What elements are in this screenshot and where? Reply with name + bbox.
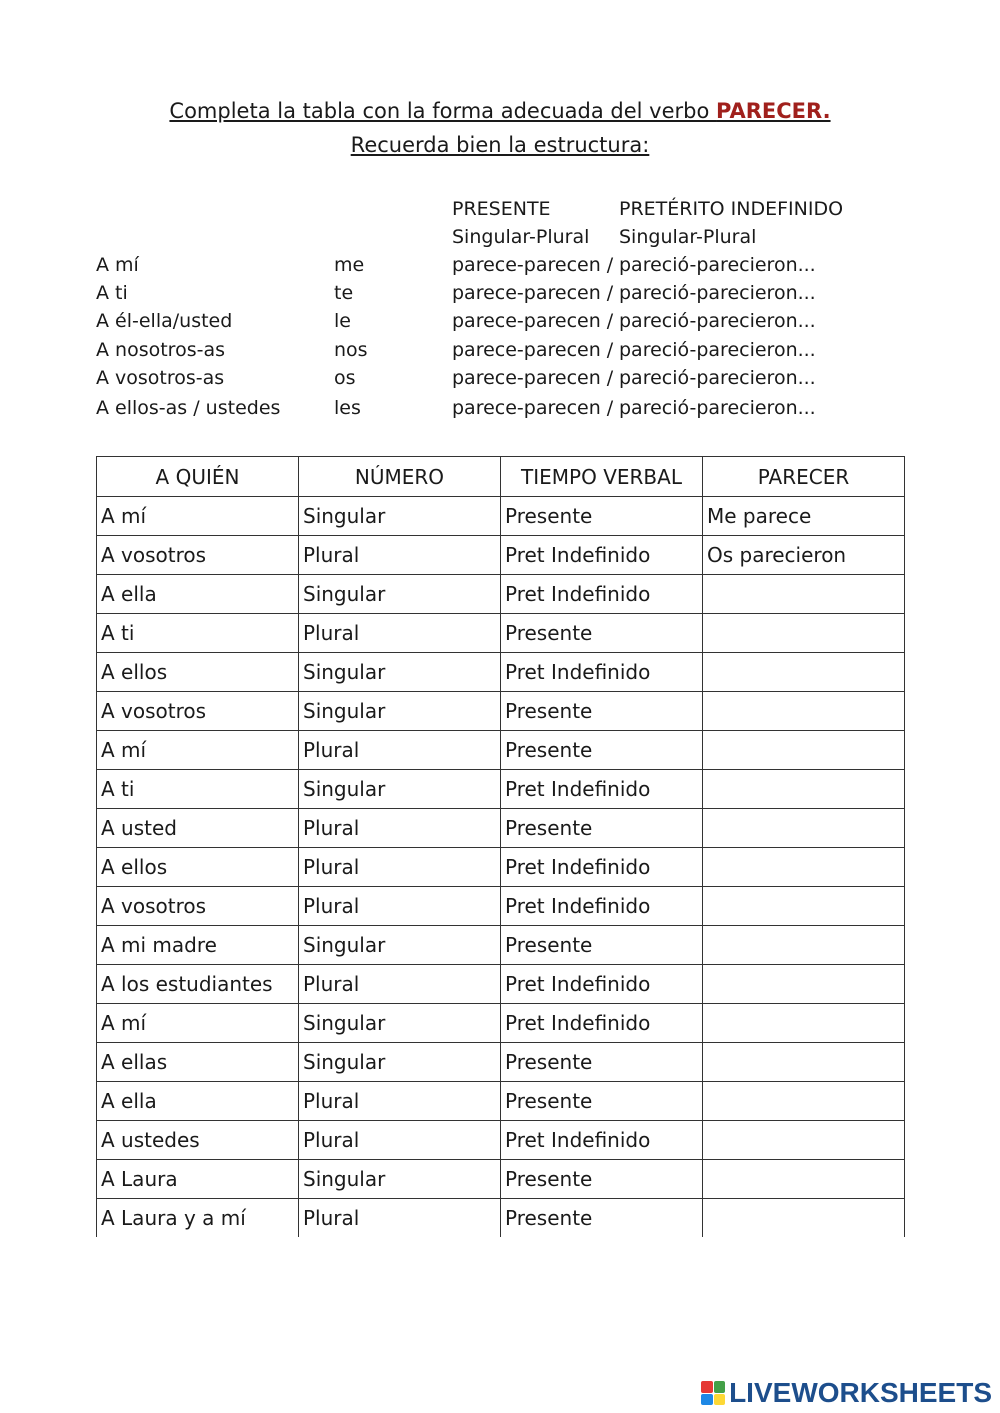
logo-icon (701, 1381, 725, 1405)
cell-numero: Plural (299, 1199, 501, 1238)
cell-tiempo-verbal: Presente (501, 731, 703, 770)
cell-numero: Singular (299, 1160, 501, 1199)
ref-pronoun: nos (334, 339, 368, 361)
column-header-a-quien: A QUIÉN (97, 457, 299, 497)
table-row (97, 926, 905, 965)
cell-parecer[interactable] (703, 1121, 905, 1160)
cell-a-quien: A vosotros (97, 536, 299, 575)
column-header-tiempo-verbal: TIEMPO VERBAL (501, 457, 703, 497)
table-row (97, 692, 905, 731)
ref-subheader-indefinido: Singular-Plural (619, 226, 757, 248)
cell-numero: Singular (299, 497, 501, 536)
cell-tiempo-verbal: Pret Indefinido (501, 536, 703, 575)
cell-numero: Plural (299, 1121, 501, 1160)
cell-tiempo-verbal: Presente (501, 1043, 703, 1082)
table-header-row (97, 457, 905, 497)
cell-a-quien: A ellos (97, 653, 299, 692)
ref-presente: parece-parecen / (452, 254, 614, 276)
cell-tiempo-verbal: Presente (501, 926, 703, 965)
ref-person: A él-ella/usted (96, 310, 233, 332)
ref-indefinido: pareció-parecieron... (619, 367, 816, 389)
cell-parecer[interactable] (703, 731, 905, 770)
instruction-text: Completa la tabla con la forma adecuada del verbo (169, 99, 717, 123)
table-row (97, 614, 905, 653)
table-row (97, 848, 905, 887)
cell-parecer[interactable] (703, 887, 905, 926)
cell-parecer[interactable] (703, 848, 905, 887)
table-row (97, 653, 905, 692)
cell-numero: Plural (299, 848, 501, 887)
cell-tiempo-verbal: Pret Indefinido (501, 1121, 703, 1160)
cell-a-quien: A ella (97, 1082, 299, 1121)
cell-numero: Singular (299, 653, 501, 692)
ref-indefinido: pareció-parecieron... (619, 282, 816, 304)
ref-indefinido: pareció-parecieron... (619, 254, 816, 276)
cell-a-quien: A mí (97, 1004, 299, 1043)
ref-person: A nosotros-as (96, 339, 225, 361)
cell-parecer[interactable] (703, 1199, 905, 1238)
cell-parecer[interactable] (703, 692, 905, 731)
cell-parecer[interactable]: Os parecieron (703, 536, 905, 575)
cell-numero: Singular (299, 770, 501, 809)
cell-numero: Plural (299, 536, 501, 575)
cell-a-quien: A mi madre (97, 926, 299, 965)
ref-indefinido: pareció-parecieron... (619, 397, 816, 419)
ref-presente: parece-parecen / (452, 339, 614, 361)
table-row (97, 536, 905, 575)
cell-parecer[interactable] (703, 1082, 905, 1121)
cell-numero: Plural (299, 731, 501, 770)
column-header-parecer: PARECER (703, 457, 905, 497)
cell-parecer[interactable] (703, 965, 905, 1004)
exercise-table (96, 456, 905, 1237)
cell-tiempo-verbal: Pret Indefinido (501, 653, 703, 692)
ref-presente: parece-parecen / (452, 367, 614, 389)
cell-parecer[interactable] (703, 1043, 905, 1082)
cell-numero: Singular (299, 575, 501, 614)
cell-tiempo-verbal: Pret Indefinido (501, 575, 703, 614)
cell-a-quien: A Laura (97, 1160, 299, 1199)
ref-header-presente: PRESENTE (452, 198, 551, 220)
cell-tiempo-verbal: Pret Indefinido (501, 1004, 703, 1043)
cell-tiempo-verbal: Pret Indefinido (501, 887, 703, 926)
cell-numero: Plural (299, 1082, 501, 1121)
cell-parecer[interactable] (703, 653, 905, 692)
cell-numero: Plural (299, 887, 501, 926)
table-row (97, 809, 905, 848)
ref-person: A ti (96, 282, 128, 304)
cell-a-quien: A vosotros (97, 887, 299, 926)
column-header-numero: NÚMERO (299, 457, 501, 497)
cell-parecer[interactable] (703, 1004, 905, 1043)
cell-tiempo-verbal: Presente (501, 614, 703, 653)
table-row (97, 497, 905, 536)
ref-pronoun: te (334, 282, 354, 304)
ref-presente: parece-parecen / (452, 310, 614, 332)
cell-tiempo-verbal: Pret Indefinido (501, 770, 703, 809)
ref-pronoun: os (334, 367, 356, 389)
cell-numero: Singular (299, 926, 501, 965)
ref-presente: parece-parecen / (452, 282, 614, 304)
liveworksheets-logo (701, 1379, 992, 1407)
cell-tiempo-verbal: Presente (501, 1160, 703, 1199)
table-row (97, 965, 905, 1004)
cell-tiempo-verbal: Presente (501, 497, 703, 536)
cell-numero: Singular (299, 692, 501, 731)
table-row (97, 1199, 905, 1238)
cell-a-quien: A mí (97, 497, 299, 536)
table-row (97, 575, 905, 614)
ref-indefinido: pareció-parecieron... (619, 310, 816, 332)
table-row (97, 731, 905, 770)
logo-text: LIVEWORKSHEETS (729, 1377, 992, 1408)
cell-parecer[interactable] (703, 926, 905, 965)
ref-person: A ellos-as / ustedes (96, 397, 281, 419)
cell-numero: Singular (299, 1004, 501, 1043)
cell-a-quien: A los estudiantes (97, 965, 299, 1004)
cell-numero: Plural (299, 965, 501, 1004)
ref-person: A mí (96, 254, 139, 276)
table-row (97, 1160, 905, 1199)
ref-subheader-presente: Singular-Plural (452, 226, 590, 248)
verb-highlight: PARECER. (716, 99, 831, 123)
cell-a-quien: A ellos (97, 848, 299, 887)
ref-pronoun: les (334, 397, 361, 419)
cell-a-quien: A ellas (97, 1043, 299, 1082)
ref-pronoun: me (334, 254, 365, 276)
cell-a-quien: A Laura y a mí (97, 1199, 299, 1238)
cell-a-quien: A ti (97, 770, 299, 809)
cell-a-quien: A mí (97, 731, 299, 770)
table-row (97, 1004, 905, 1043)
cell-parecer[interactable] (703, 614, 905, 653)
cell-numero: Plural (299, 614, 501, 653)
cell-a-quien: A ti (97, 614, 299, 653)
instruction-title (0, 99, 1000, 123)
ref-header-indefinido: PRETÉRITO INDEFINIDO (619, 198, 844, 220)
cell-tiempo-verbal: Presente (501, 1082, 703, 1121)
ref-indefinido: pareció-parecieron... (619, 339, 816, 361)
cell-a-quien: A ella (97, 575, 299, 614)
cell-tiempo-verbal: Pret Indefinido (501, 965, 703, 1004)
table-row (97, 1043, 905, 1082)
table-row (97, 1082, 905, 1121)
table-row (97, 770, 905, 809)
cell-tiempo-verbal: Pret Indefinido (501, 848, 703, 887)
cell-parecer[interactable] (703, 1160, 905, 1199)
instruction-subtitle: Recuerda bien la estructura: (350, 133, 650, 157)
cell-parecer[interactable] (703, 770, 905, 809)
table-row (97, 887, 905, 926)
cell-a-quien: A vosotros (97, 692, 299, 731)
cell-a-quien: A ustedes (97, 1121, 299, 1160)
cell-tiempo-verbal: Presente (501, 809, 703, 848)
ref-presente: parece-parecen / (452, 397, 614, 419)
cell-parecer[interactable] (703, 809, 905, 848)
table-row (97, 1121, 905, 1160)
cell-tiempo-verbal: Presente (501, 692, 703, 731)
cell-parecer[interactable] (703, 575, 905, 614)
cell-numero: Singular (299, 1043, 501, 1082)
cell-a-quien: A usted (97, 809, 299, 848)
ref-pronoun: le (334, 310, 351, 332)
ref-person: A vosotros-as (96, 367, 225, 389)
cell-parecer[interactable]: Me parece (703, 497, 905, 536)
cell-tiempo-verbal: Presente (501, 1199, 703, 1238)
cell-numero: Plural (299, 809, 501, 848)
